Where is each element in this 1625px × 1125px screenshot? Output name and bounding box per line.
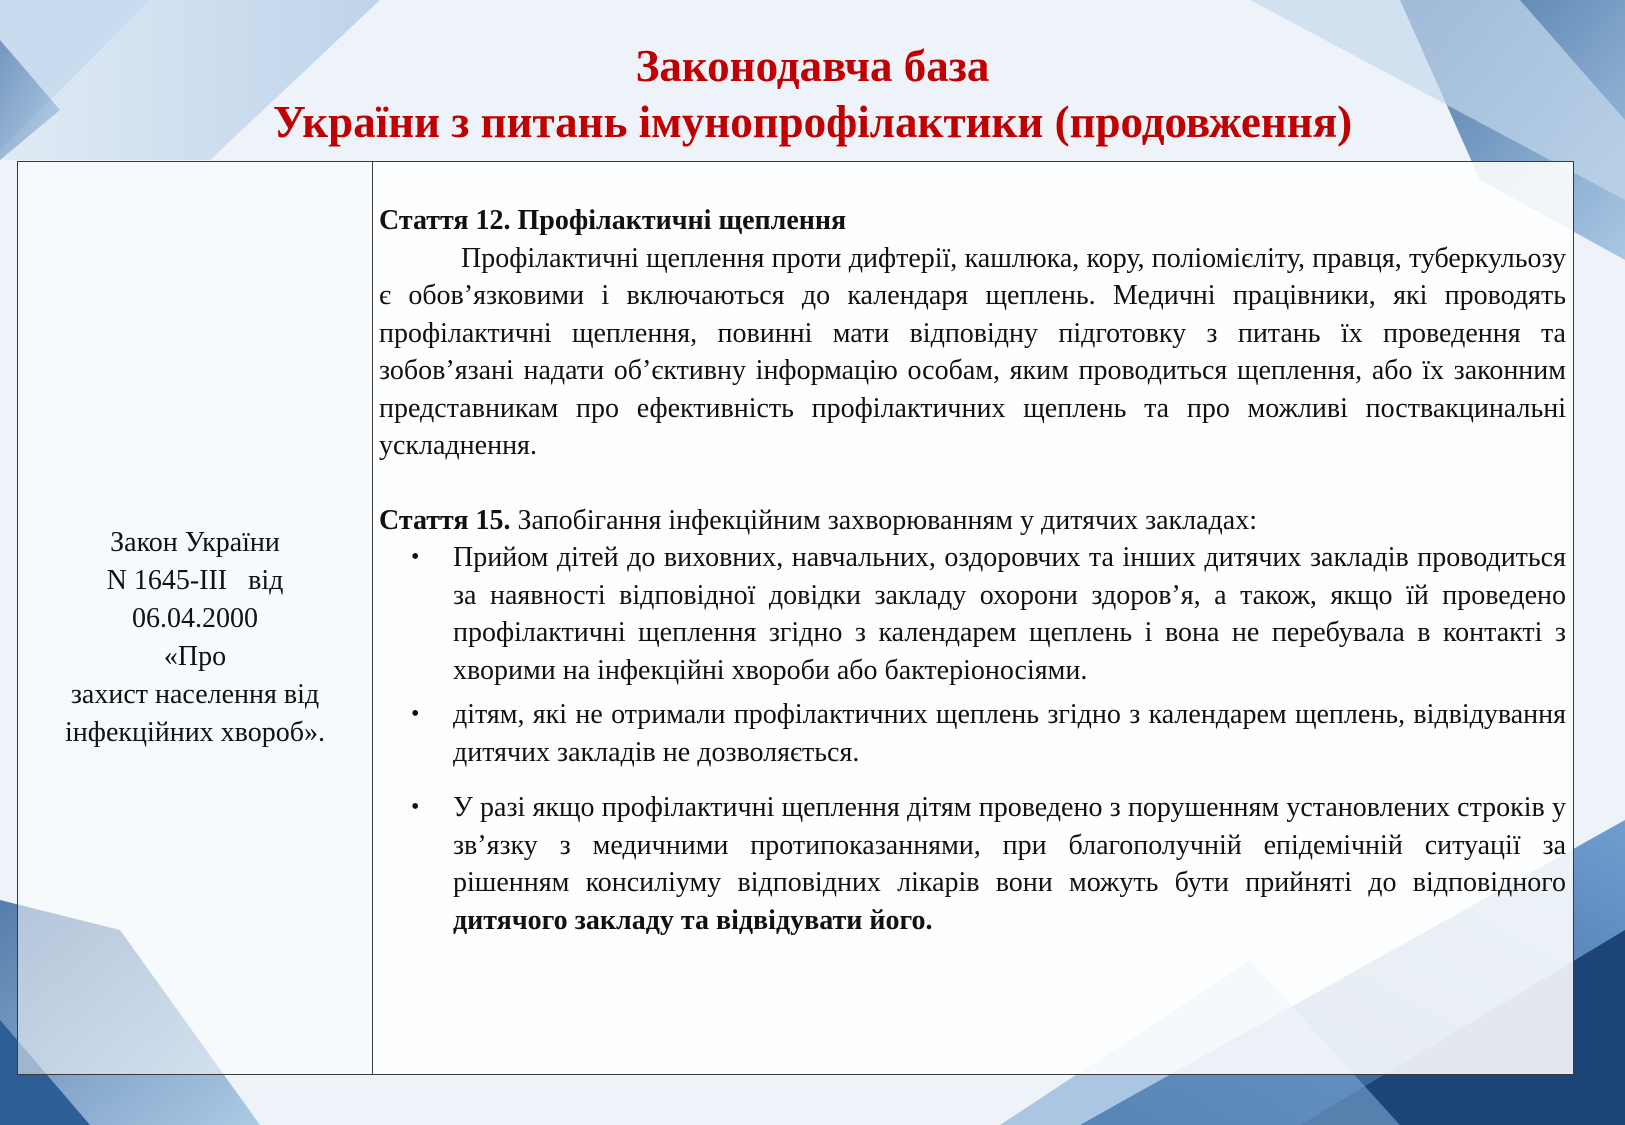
- content-table: [17, 161, 1574, 1075]
- title-line-1: Законодавча база: [635, 41, 990, 91]
- bullet-3-bold-text: дитячого закладу та відвідувати його.: [453, 904, 933, 936]
- article-15-heading: [379, 502, 1566, 540]
- list-item: [379, 696, 1566, 771]
- law-line-5: захист населення від: [70, 679, 320, 710]
- article-12-body: Профілактичні щеплення проти дифтерії, кашлюка, кору, поліомієліту, правця, туберкульозу є обов’язковими і включаються до календаря щеплень. Медичні працівники, які проводять профілактичні щеплення, повинні мати відповідну підготовку з питань їх проведення та зобов’язані надати об’єктивну інформацію особам, яким проводиться щеплення, або їх законним представникам про ефективність профілактичних щеплень та про можливі поствакцинальні ускладнення.: [379, 242, 1566, 461]
- law-line-4: «Про: [163, 641, 227, 672]
- slide-title: [0, 38, 1625, 150]
- bullet-icon: •: [411, 701, 420, 727]
- law-cell: [18, 162, 373, 1074]
- law-line-1: Закон України: [110, 527, 280, 558]
- bullet-icon: •: [411, 794, 420, 820]
- bullet-2-text: дітям, які не отримали профілактичних щеплень згідно з календарем щеплень, відвідування дитячих закладів не дозволяється.: [453, 699, 1566, 768]
- article-15-list: [379, 539, 1566, 939]
- law-line-2: N 1645-III від: [106, 565, 284, 596]
- article-15-title: Запобігання інфекційним захворюванням у дитячих закладах:: [510, 504, 1258, 536]
- bullet-icon: •: [411, 544, 420, 570]
- list-item: [379, 789, 1566, 939]
- articles-cell: [373, 162, 1573, 1074]
- title-line-2: України з питань імунопрофілактики (продовження): [272, 97, 1353, 147]
- law-line-3: 06.04.2000: [132, 603, 258, 634]
- article-12-heading: Стаття 12. Профілактичні щеплення: [379, 205, 847, 236]
- bullet-3-text: У разі якщо профілактичні щеплення дітям проведено з порушенням установлених строків у зв’язку з медичними протипоказаннями, при благополучній епідемічній ситуації за рішенням консиліуму відповідних лікарів вони можуть бути прийняті до відповідного: [453, 792, 1566, 898]
- law-reference: [65, 484, 325, 752]
- article-12-text: [379, 240, 1566, 465]
- article-15-number: Стаття 15.: [379, 504, 511, 536]
- list-item: [379, 539, 1566, 689]
- law-line-6: інфекційних хвороб».: [65, 717, 325, 748]
- bullet-1-text: Прийом дітей до виховних, навчальних, оздоровчих та інших дитячих закладів проводиться за наявності відповідної довідки закладу охорони здоров’я, а також, якщо їй проведено профілактичні щеплення згідно з календарем щеплень і вона не перебувала в контакті з хворими на інфекційні хвороби або бактеріоносіями.: [453, 542, 1566, 686]
